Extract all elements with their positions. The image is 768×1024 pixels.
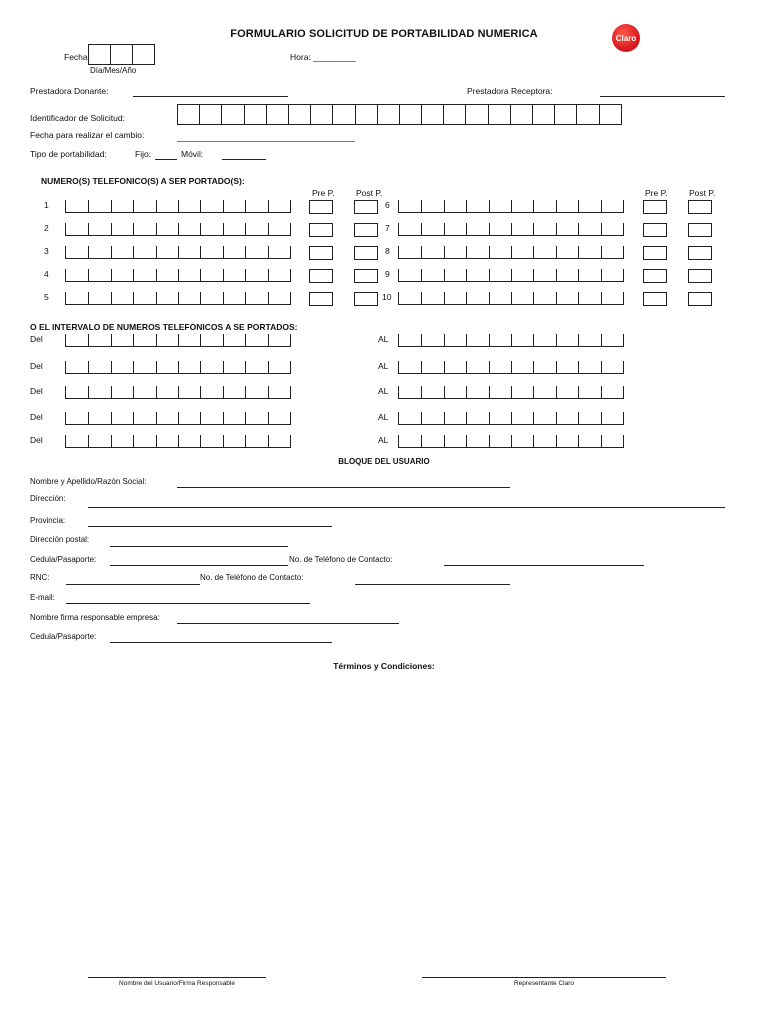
post-checkbox[interactable] — [354, 269, 378, 283]
al-label: AL — [378, 412, 389, 422]
cedula2-label: Cedula/Pasaporte: — [30, 632, 97, 641]
telefono-field[interactable] — [444, 565, 644, 566]
row-number-label: 6 — [385, 200, 390, 210]
row-number-label: 5 — [44, 292, 49, 302]
phone-number-field[interactable] — [398, 269, 624, 282]
email-label: E-mail: — [30, 593, 55, 602]
firma-responsable-field[interactable] — [177, 623, 399, 624]
row-number-label: 7 — [385, 223, 390, 233]
pre-checkbox[interactable] — [309, 269, 333, 283]
interval-from-field[interactable] — [65, 361, 291, 374]
pre-checkbox[interactable] — [643, 223, 667, 237]
direccion-postal-label: Dirección postal: — [30, 535, 90, 544]
interval-to-field[interactable] — [398, 334, 624, 347]
user-block-title: BLOQUE DEL USUARIO — [338, 457, 430, 466]
post-checkbox[interactable] — [354, 200, 378, 214]
hora-label: Hora: _________ — [290, 52, 356, 62]
post-checkbox[interactable] — [688, 292, 712, 306]
telefono-label: No. de Teléfono de Contacto: — [289, 555, 393, 564]
interval-to-field[interactable] — [398, 435, 624, 448]
direccion-field[interactable] — [88, 507, 725, 508]
phone-number-field[interactable] — [65, 246, 291, 259]
phone-number-field[interactable] — [398, 246, 624, 259]
interval-to-field[interactable] — [398, 412, 624, 425]
direccion-label: Dirección: — [30, 494, 66, 503]
movil-label: Móvil: — [181, 149, 204, 159]
phone-number-field[interactable] — [65, 223, 291, 236]
post-checkbox[interactable] — [688, 223, 712, 237]
phone-number-field[interactable] — [398, 292, 624, 305]
nombre-field[interactable] — [177, 487, 510, 488]
movil-field[interactable] — [222, 159, 266, 160]
email-field[interactable] — [66, 603, 310, 604]
post-checkbox[interactable] — [688, 246, 712, 260]
del-label: Del — [30, 412, 43, 422]
provincia-field[interactable] — [88, 526, 332, 527]
post-checkbox[interactable] — [688, 269, 712, 283]
telefono2-label: No. de Teléfono de Contacto: — [200, 573, 304, 582]
pre-checkbox[interactable] — [309, 200, 333, 214]
claro-logo — [612, 24, 640, 52]
interval-from-field[interactable] — [65, 435, 291, 448]
fecha-boxes[interactable] — [88, 44, 155, 65]
del-label: Del — [30, 334, 43, 344]
rnc-field[interactable] — [66, 584, 200, 585]
fecha-cambio-label: Fecha para realizar el cambio: — [30, 130, 145, 140]
identificador-boxes[interactable] — [177, 104, 622, 125]
al-label: AL — [378, 334, 389, 344]
row-number-label: 10 — [382, 292, 392, 302]
fijo-field[interactable] — [155, 159, 177, 160]
interval-section-title: O EL INTERVALO DE NUMEROS TELEFONICOS A SE PORTADOS: — [30, 322, 298, 332]
fijo-label: Fijo: — [135, 149, 152, 159]
al-label: AL — [378, 386, 389, 396]
interval-to-field[interactable] — [398, 386, 624, 399]
interval-from-field[interactable] — [65, 334, 291, 347]
user-signature-line[interactable] — [88, 977, 266, 978]
provincia-label: Provincia: — [30, 516, 66, 525]
interval-from-field[interactable] — [65, 412, 291, 425]
pre-checkbox[interactable] — [309, 223, 333, 237]
phone-number-field[interactable] — [398, 223, 624, 236]
pre-header-right: Pre P. — [645, 188, 668, 198]
prestadora-receptora-label: Prestadora Receptora: — [467, 86, 553, 96]
row-number-label: 1 — [44, 200, 49, 210]
del-label: Del — [30, 435, 43, 445]
al-label: AL — [378, 435, 389, 445]
cedula2-field[interactable] — [110, 642, 332, 643]
row-number-label: 9 — [385, 269, 390, 279]
cedula-field[interactable] — [110, 565, 288, 566]
rep-signature-label: Representante Claro — [514, 980, 574, 987]
post-checkbox[interactable] — [354, 223, 378, 237]
fecha-label: Fecha: — [64, 52, 90, 62]
rnc-label: RNC: — [30, 573, 50, 582]
telefono2-field[interactable] — [355, 584, 510, 585]
fecha-cambio-field[interactable] — [177, 141, 355, 142]
row-number-label: 4 — [44, 269, 49, 279]
al-label: AL — [378, 361, 389, 371]
pre-checkbox[interactable] — [643, 292, 667, 306]
pre-checkbox[interactable] — [643, 246, 667, 260]
identificador-label: Identificador de Solicitud: — [30, 113, 125, 123]
user-signature-label: Nombre del Usuario/Firma Responsable — [119, 980, 235, 987]
form-title: FORMULARIO SOLICITUD DE PORTABILIDAD NUMERICA — [230, 28, 538, 40]
row-number-label: 2 — [44, 223, 49, 233]
post-header-left: Post P. — [356, 188, 383, 198]
interval-from-field[interactable] — [65, 386, 291, 399]
cedula-label: Cedula/Pasaporte: — [30, 555, 97, 564]
del-label: Del — [30, 386, 43, 396]
prestadora-donante-field[interactable] — [133, 96, 288, 97]
interval-to-field[interactable] — [398, 361, 624, 374]
phone-number-field[interactable] — [398, 200, 624, 213]
pre-header-left: Pre P. — [312, 188, 335, 198]
tipo-portabilidad-label: Tipo de portabilidad: — [30, 149, 107, 159]
pre-checkbox[interactable] — [643, 200, 667, 214]
fecha-hint: Día/Mes/Año — [90, 66, 137, 75]
row-number-label: 8 — [385, 246, 390, 256]
logo-text: Claro — [615, 33, 637, 43]
post-checkbox[interactable] — [354, 246, 378, 260]
nombre-label: Nombre y Apellido/Razón Social: — [30, 477, 147, 486]
phone-number-field[interactable] — [65, 200, 291, 213]
prestadora-receptora-field[interactable] — [600, 96, 725, 97]
phone-number-field[interactable] — [65, 269, 291, 282]
numbers-section-title: NUMERO(S) TELEFONICO(S) A SER PORTADO(S): — [41, 176, 245, 186]
post-header-right: Post P. — [689, 188, 716, 198]
phone-number-field[interactable] — [65, 292, 291, 305]
pre-checkbox[interactable] — [309, 292, 333, 306]
direccion-postal-field[interactable] — [110, 546, 288, 547]
rep-signature-line[interactable] — [422, 977, 666, 978]
post-checkbox[interactable] — [354, 292, 378, 306]
pre-checkbox[interactable] — [309, 246, 333, 260]
row-number-label: 3 — [44, 246, 49, 256]
terms-title: Términos y Condiciones: — [333, 661, 435, 671]
post-checkbox[interactable] — [688, 200, 712, 214]
firma-responsable-label: Nombre firma responsable empresa: — [30, 613, 160, 622]
del-label: Del — [30, 361, 43, 371]
prestadora-donante-label: Prestadora Donante: — [30, 86, 109, 96]
pre-checkbox[interactable] — [643, 269, 667, 283]
